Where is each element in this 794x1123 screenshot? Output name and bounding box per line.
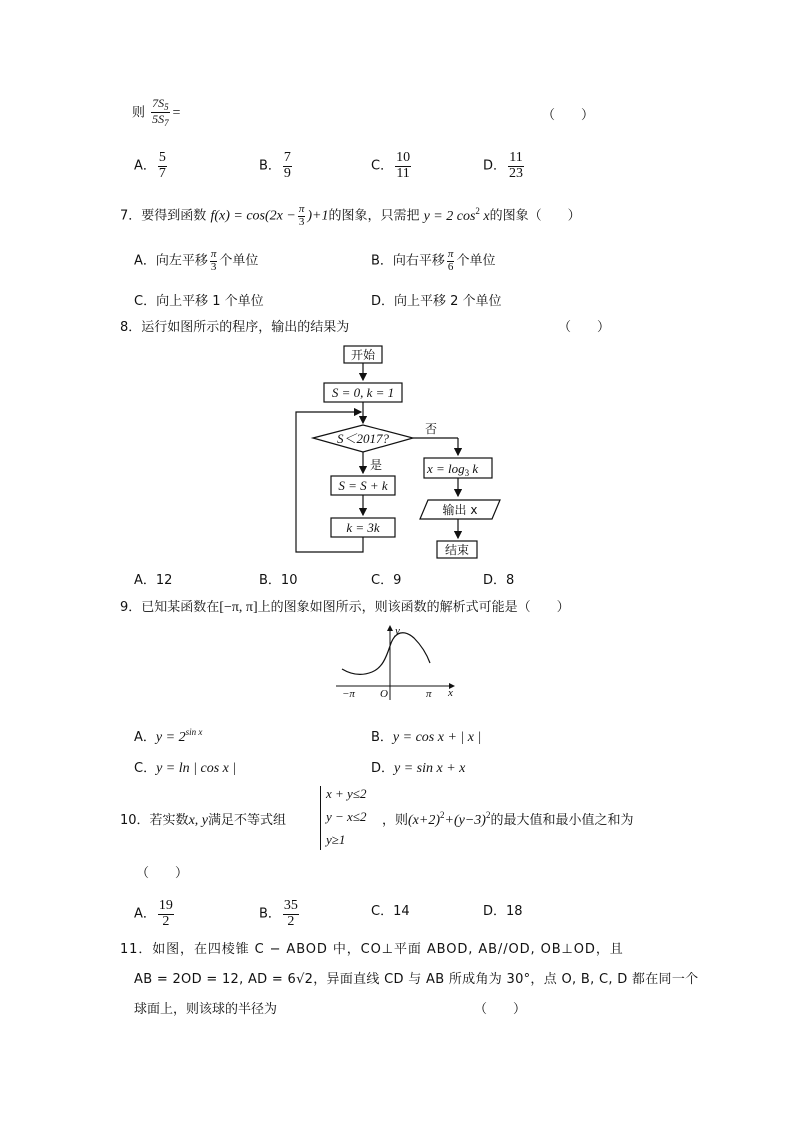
q10-ineq-2: y − x≤2	[326, 809, 367, 824]
q9-stem: 9．已知某函数在[−π, π]上的图象如图所示，则该函数的解析式可能是（ ）	[120, 600, 570, 615]
q9-y-label: y	[395, 625, 400, 637]
q11-line-2: AB = 2OD = 12, AD = 6√2，异面直线 CD 与 AB 所成角为 30°，点 O, B, C, D 都在同一个	[134, 972, 699, 987]
q10-option-c: C．14	[371, 904, 410, 919]
q8-option-c: C．9	[371, 573, 402, 588]
q7-stem: 7．要得到函数 f(x) = cos(2x − $\frac{\pi}{3}$ )+1的图象，只需把 y = 2 $\cos^2 x$的图象（ ）	[120, 203, 581, 228]
q9-neg-pi-label: −π	[342, 688, 355, 700]
q6-answer-paren: （ ）	[542, 108, 595, 123]
q10-stem-right: ，则$(x+2)^2+(y-3)^2$的最大值和最小值之和为	[382, 810, 634, 828]
q7-option-d: D．向上平移 2 个单位	[371, 294, 502, 309]
q10-ineq-1: x + y≤2	[326, 786, 367, 801]
q8-option-d: D．8	[483, 573, 515, 588]
flow-output-label: 输出 x	[442, 503, 478, 517]
q11-answer-paren: （ ）	[474, 1002, 527, 1017]
q8-option-b: B．10	[259, 573, 298, 588]
q11-line-3: 球面上，则该球的半径为	[134, 1002, 278, 1017]
q10-option-b: B． $\frac{35}{2}$	[259, 898, 298, 929]
q8-answer-paren: （ ）	[558, 320, 611, 335]
q6-fraction: $\frac{7S_5}{5S_7}$	[152, 96, 169, 129]
flow-start-label: 开始	[350, 348, 376, 362]
flow-assign-label: $x = \log_3 k$	[427, 461, 479, 478]
q11-line-1: 11．如图，在四棱锥 C − ABOD 中，CO⊥平面 ABOD, AB//OD, OB⊥OD，且	[120, 942, 624, 957]
q6-prefix: 则	[132, 105, 146, 121]
q10-option-a: A． $\frac{19}{2}$	[134, 898, 173, 929]
q9-graph	[330, 622, 460, 702]
q9-option-d: D．y = sin x + x	[371, 761, 466, 776]
q9-option-c: C．y = ln | cos x |	[134, 761, 237, 776]
q6-option-a: A． $\frac{5}{7}$	[134, 150, 166, 181]
flow-no-label: 否	[425, 422, 438, 436]
q7-option-a: A．向左平移 $\frac{\pi}{3}$ 个单位	[134, 248, 259, 273]
q9-option-b: B．y = cos x + | x |	[371, 730, 482, 745]
q9-pi-label: π	[426, 688, 432, 700]
q10-ineq-3: y≥1	[326, 832, 346, 847]
q9-curve	[342, 633, 430, 675]
q7-option-b: B．向右平移 $\frac{\pi}{6}$ 个单位	[371, 248, 496, 273]
q6-equals: =	[171, 105, 182, 121]
q6-option-c: C． $\frac{10}{11}$	[371, 150, 411, 181]
q9-origin-label: O	[380, 688, 388, 700]
flow-yes-label: 是	[370, 458, 383, 472]
q6-option-d: D． $\frac{11}{23}$	[483, 150, 524, 181]
flow-step2-label: k = 3k	[346, 520, 380, 535]
q7-option-c: C．向上平移 1 个单位	[134, 294, 264, 309]
flow-step1-label: S = S + k	[338, 478, 388, 493]
q9-x-label: x	[448, 687, 453, 699]
flow-condition-label: S＜2017?	[336, 431, 390, 446]
q10-stem-left: 10．若实数x, y满足不等式组	[120, 813, 287, 828]
q10-option-d: D．18	[483, 904, 523, 919]
q8-stem: 8．运行如图所示的程序，输出的结果为	[120, 320, 350, 335]
flow-init-label: S = 0, k = 1	[331, 385, 395, 400]
flow-end-label: 结束	[444, 543, 470, 557]
q10-answer-paren: （ ）	[136, 866, 189, 881]
q6-option-b: B． $\frac{7}{9}$	[259, 150, 291, 181]
q8-option-a: A．12	[134, 573, 173, 588]
q9-option-a: A．$y = 2^{sin x}$	[134, 727, 203, 745]
q10-system-brace	[320, 786, 321, 850]
